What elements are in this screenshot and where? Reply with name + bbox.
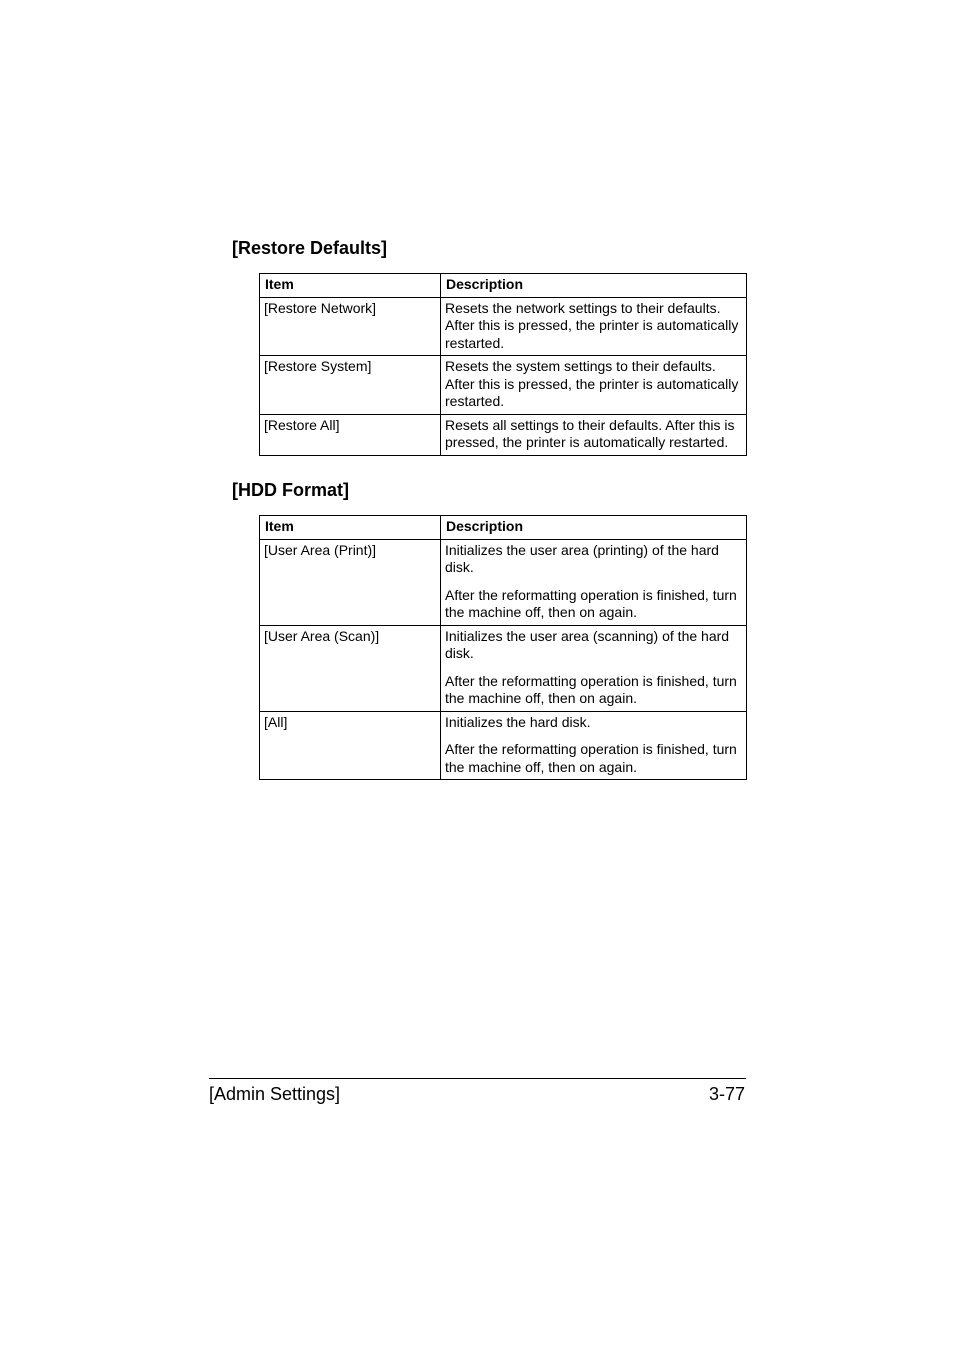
table-row xyxy=(260,625,747,711)
description-text: Initializes the user area (scanning) of the hard disk. xyxy=(445,627,730,661)
column-header-item: Item xyxy=(260,516,441,540)
item-cell: [All] xyxy=(260,711,441,780)
restore-defaults-table xyxy=(259,273,747,456)
description-cell xyxy=(441,414,747,455)
description-note: After the reformatting operation is finished, turn the machine off, then on again. xyxy=(445,586,737,620)
table-row xyxy=(260,414,747,455)
description-text: Resets the network settings to their defaults. After this is pressed, the printer is automatically restarted. xyxy=(445,299,739,351)
column-header-description: Description xyxy=(441,516,747,540)
item-cell: [Restore Network] xyxy=(260,297,441,356)
description-cell xyxy=(441,539,747,625)
table-row xyxy=(260,356,747,415)
table-header-row xyxy=(260,274,747,298)
hdd-format-table xyxy=(259,515,747,780)
description-text: Resets the system settings to their defaults. After this is pressed, the printer is automatically restarted. xyxy=(445,358,739,409)
description-cell xyxy=(441,297,747,356)
item-cell: [User Area (Scan)] xyxy=(260,625,441,711)
description-note: After the reformatting operation is finished, turn the machine off, then on again. xyxy=(445,672,737,706)
footer-section-name: [Admin Settings] xyxy=(209,1084,341,1104)
table-header-row xyxy=(260,516,747,540)
section-title-hdd-format: [HDD Format] xyxy=(232,480,349,500)
description-note: After the reformatting operation is finished, turn the machine off, then on again. xyxy=(445,741,737,775)
footer-divider xyxy=(209,1078,746,1079)
item-cell: [Restore All] xyxy=(260,414,441,455)
column-header-description: Description xyxy=(441,274,747,298)
item-cell: [Restore System] xyxy=(260,356,441,415)
table-row xyxy=(260,711,747,780)
description-cell xyxy=(441,711,747,780)
column-header-item: Item xyxy=(260,274,441,298)
section-title-restore-defaults: [Restore Defaults] xyxy=(232,238,388,258)
description-text: Resets all settings to their defaults. After this is pressed, the printer is automatically restarted. xyxy=(445,416,735,450)
description-text: Initializes the user area (printing) of the hard disk. xyxy=(445,541,719,575)
table-row xyxy=(260,297,747,356)
table-row xyxy=(260,539,747,625)
item-cell: [User Area (Print)] xyxy=(260,539,441,625)
description-text: Initializes the hard disk. xyxy=(445,713,591,730)
description-cell xyxy=(441,625,747,711)
page-number: 3-77 xyxy=(708,1084,745,1104)
description-cell xyxy=(441,356,747,415)
